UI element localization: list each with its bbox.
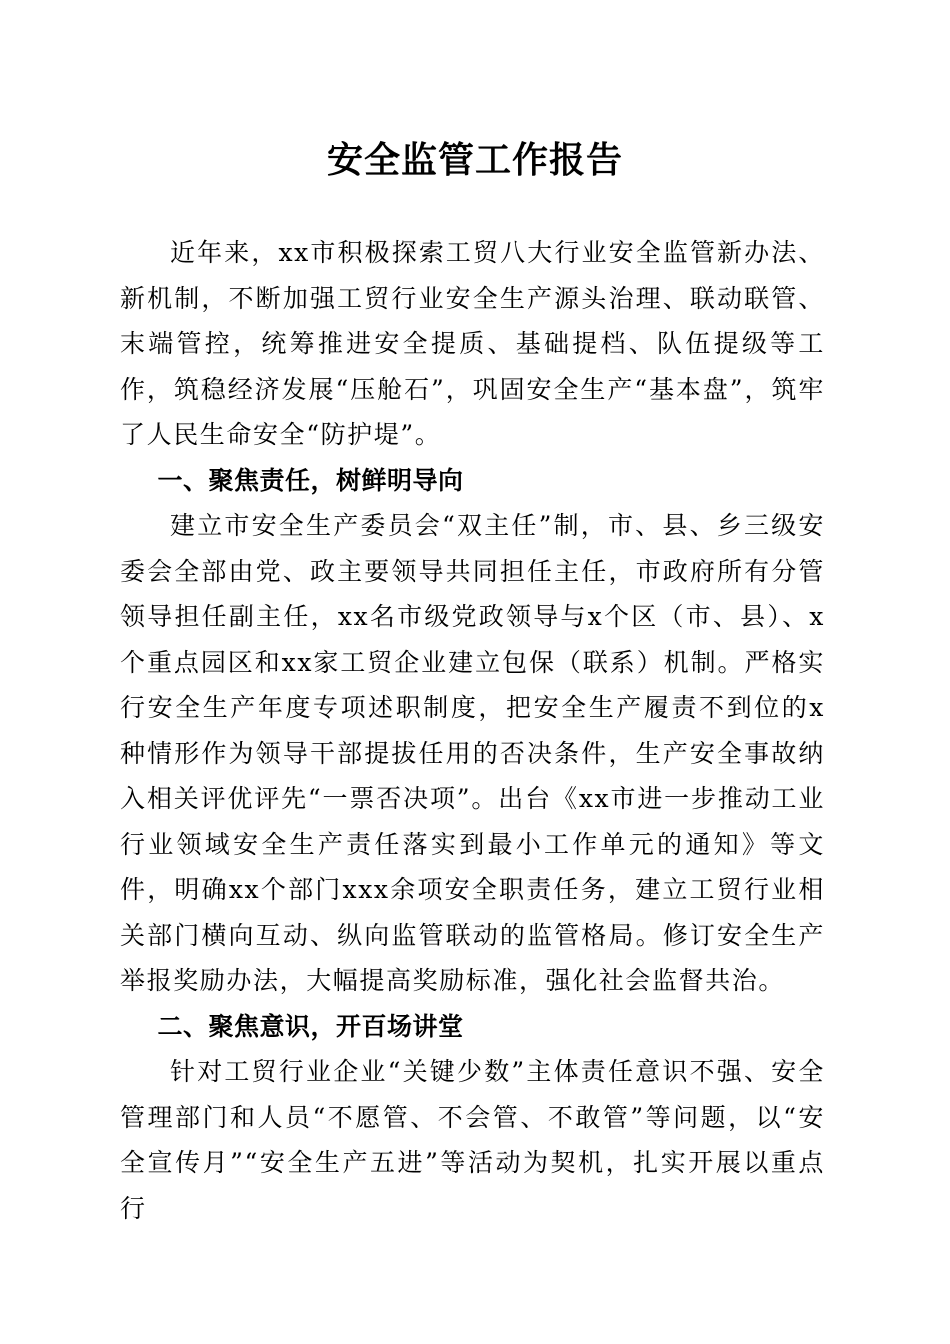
- section-heading-1: 一、聚焦责任，树鲜明导向: [157, 465, 464, 495]
- section-1-paragraph: 建立市安全生产委员会“双主任”制，市、县、乡三级安委会全部由党、政主要领导共同担任主任，市政府所有分管领导担任副主任，xx名市级党政领导与x个区（市、县）、x个重点园区和xx家工贸企业建立包保（联系）机制。严格实行安全生产年度专项述职制度，把安全生产履责不到位的x种情形作为领导干部提拔任用的否决条件，生产安全事故纳入相关评优评先“一票否决项”。出台《xx市进一步推动工业行业领域安全生产责任落实到最小工作单元的通知》等文件，明确xx个部门xxx余项安全职责任务，建立工贸行业相关部门横向互动、纵向监管联动的监管格局。修订安全生产举报奖励办法，大幅提高奖励标准，强化社会监督共治。: [120, 511, 825, 995]
- intro-paragraph: 近年来，xx市积极探索工贸八大行业安全监管新办法、新机制，不断加强工贸行业安全生产源头治理、联动联管、末端管控，统筹推进安全提质、基础提档、队伍提级等工作，筑稳经济发展“压舱石”，巩固安全生产“基本盘”，筑牢了人民生命安全“防护堤”。: [120, 238, 825, 449]
- section-2-paragraph: 针对工贸行业企业“关键少数”主体责任意识不强、安全管理部门和人员“不愿管、不会管、不敢管”等问题，以“安全宣传月”“安全生产五进”等活动为契机，扎实开展以重点行: [120, 1057, 825, 1223]
- section-heading-2: 二、聚焦意识，开百场讲堂: [157, 1011, 464, 1041]
- document-body: [120, 230, 825, 1231]
- document-title: 安全监管工作报告: [326, 139, 623, 181]
